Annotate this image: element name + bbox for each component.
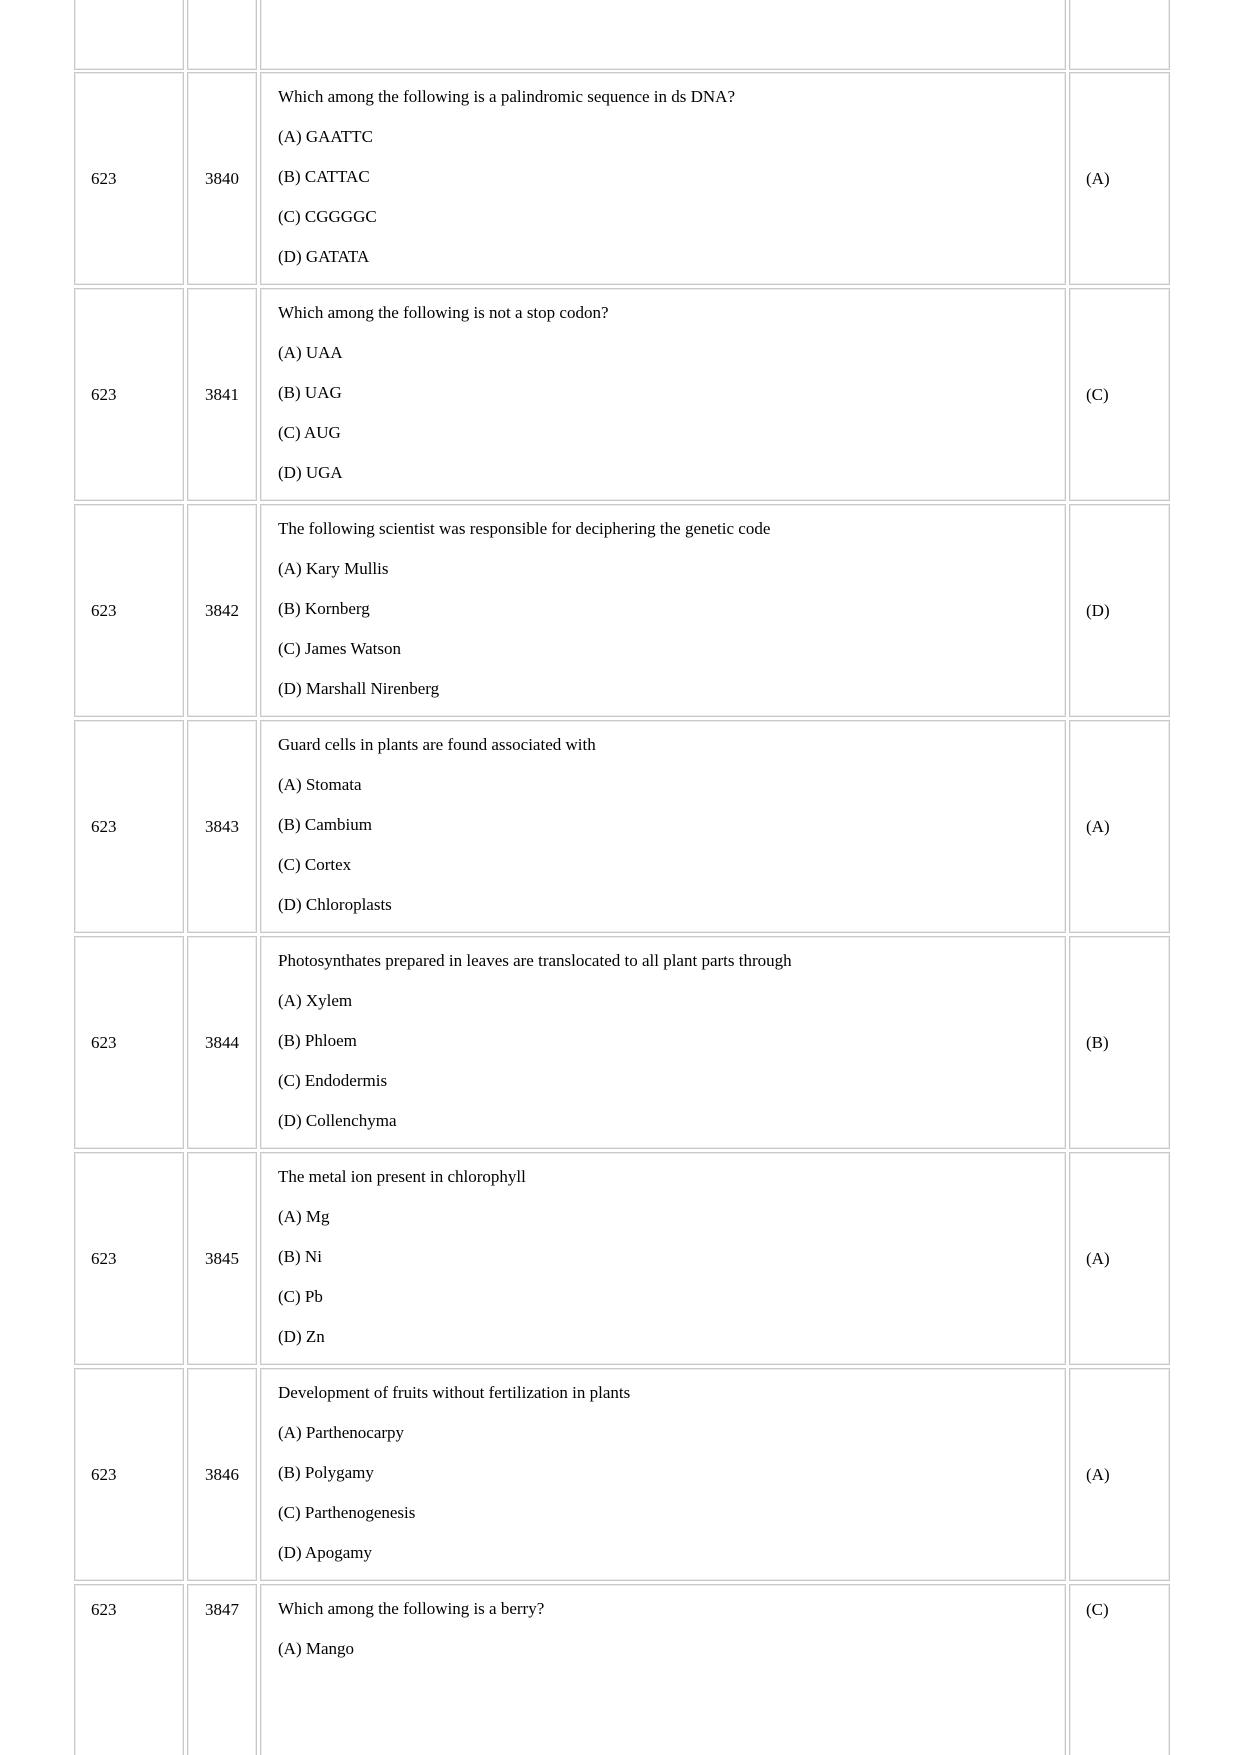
option-b: (B) Cambium bbox=[278, 815, 372, 834]
cell-empty bbox=[187, 0, 257, 70]
answer-key: (A) bbox=[1086, 816, 1110, 836]
question-text: The metal ion present in chlorophyll bbox=[278, 1167, 526, 1186]
question-cell bbox=[260, 1584, 1066, 1755]
question-text: The following scientist was responsible for deciphering the genetic code bbox=[278, 519, 771, 538]
answer-cell bbox=[1069, 504, 1170, 717]
option-a: (A) GAATTC bbox=[278, 127, 373, 146]
option-c: (C) Parthenogenesis bbox=[278, 1503, 416, 1522]
question-number-cell bbox=[187, 504, 257, 717]
question-text: Development of fruits without fertilization in plants bbox=[278, 1383, 631, 1402]
question-text: Which among the following is not a stop codon? bbox=[278, 303, 609, 322]
answer-key: (A) bbox=[1086, 1248, 1110, 1268]
option-b: (B) UAG bbox=[278, 383, 342, 402]
table-row bbox=[74, 72, 1170, 285]
question-cell bbox=[260, 1368, 1066, 1581]
question-text: Photosynthates prepared in leaves are translocated to all plant parts through bbox=[278, 951, 792, 970]
option-a: (A) Parthenocarpy bbox=[278, 1423, 405, 1442]
option-a: (A) Kary Mullis bbox=[278, 559, 389, 578]
table-row bbox=[74, 720, 1170, 933]
answer-key: (C) bbox=[1086, 384, 1109, 404]
option-b: (B) CATTAC bbox=[278, 167, 370, 186]
question-text: Guard cells in plants are found associated with bbox=[278, 735, 596, 754]
question-number-cell bbox=[187, 1368, 257, 1581]
question-number: 3843 bbox=[205, 816, 239, 836]
question-cell bbox=[260, 936, 1066, 1149]
paper-code-cell bbox=[74, 936, 184, 1149]
question-cell bbox=[260, 288, 1066, 501]
paper-code-cell bbox=[74, 1368, 184, 1581]
paper-code: 623 bbox=[91, 1248, 117, 1268]
table-row bbox=[74, 504, 1170, 717]
option-c: (C) CGGGGC bbox=[278, 207, 377, 226]
question-number-cell bbox=[187, 936, 257, 1149]
option-d: (D) Marshall Nirenberg bbox=[278, 679, 440, 698]
table-row bbox=[74, 288, 1170, 501]
question-number: 3847 bbox=[205, 1600, 239, 1619]
paper-code-cell bbox=[74, 720, 184, 933]
table-row bbox=[74, 1152, 1170, 1365]
option-a: (A) Xylem bbox=[278, 991, 353, 1010]
option-c: (C) AUG bbox=[278, 423, 341, 442]
option-c: (C) James Watson bbox=[278, 639, 401, 658]
cell-empty bbox=[1069, 0, 1170, 70]
answer-key: (D) bbox=[1086, 600, 1110, 620]
table-row-partial-top bbox=[74, 0, 1170, 70]
option-d: (D) GATATA bbox=[278, 247, 370, 266]
cell-empty bbox=[74, 0, 184, 70]
option-a: (A) Stomata bbox=[278, 775, 362, 794]
paper-code-cell bbox=[74, 288, 184, 501]
option-d: (D) UGA bbox=[278, 463, 343, 482]
table-row bbox=[74, 1368, 1170, 1581]
question-table bbox=[74, 0, 1170, 1755]
paper-code: 623 bbox=[91, 1464, 117, 1484]
paper-code: 623 bbox=[91, 600, 117, 620]
answer-key: (C) bbox=[1086, 1600, 1109, 1619]
answer-cell bbox=[1069, 1152, 1170, 1365]
option-b: (B) Ni bbox=[278, 1247, 322, 1266]
question-number-cell bbox=[187, 72, 257, 285]
question-number-cell bbox=[187, 1584, 257, 1755]
table-row bbox=[74, 936, 1170, 1149]
paper-code-cell bbox=[74, 504, 184, 717]
paper-code-cell bbox=[74, 1584, 184, 1755]
option-a: (A) Mg bbox=[278, 1207, 330, 1226]
question-number: 3846 bbox=[205, 1464, 239, 1484]
answer-key: (A) bbox=[1086, 1464, 1110, 1484]
question-text: Which among the following is a palindromic sequence in ds DNA? bbox=[278, 87, 735, 106]
answer-cell bbox=[1069, 288, 1170, 501]
option-d: (D) Zn bbox=[278, 1327, 325, 1346]
option-c: (C) Endodermis bbox=[278, 1071, 388, 1090]
question-number: 3845 bbox=[205, 1248, 239, 1268]
question-number: 3844 bbox=[205, 1032, 239, 1052]
paper-code-cell bbox=[74, 72, 184, 285]
question-text: Which among the following is a berry? bbox=[278, 1599, 545, 1618]
answer-cell bbox=[1069, 72, 1170, 285]
option-c: (C) Cortex bbox=[278, 855, 352, 874]
option-b: (B) Polygamy bbox=[278, 1463, 374, 1482]
table-row bbox=[74, 1584, 1170, 1755]
option-d: (D) Apogamy bbox=[278, 1543, 372, 1562]
paper-code: 623 bbox=[91, 384, 117, 404]
paper-code: 623 bbox=[91, 168, 117, 188]
option-d: (D) Collenchyma bbox=[278, 1111, 397, 1130]
paper-code: 623 bbox=[91, 1600, 117, 1619]
question-number-cell bbox=[187, 720, 257, 933]
question-cell bbox=[260, 72, 1066, 285]
option-a: (A) Mango bbox=[278, 1639, 355, 1658]
question-number-cell bbox=[187, 288, 257, 501]
question-cell bbox=[260, 1152, 1066, 1365]
answer-cell bbox=[1069, 1584, 1170, 1755]
question-number: 3842 bbox=[205, 600, 239, 620]
option-b: (B) Kornberg bbox=[278, 599, 370, 618]
cell-empty bbox=[260, 0, 1066, 70]
answer-cell bbox=[1069, 1368, 1170, 1581]
answer-cell bbox=[1069, 936, 1170, 1149]
question-number-cell bbox=[187, 1152, 257, 1365]
question-cell bbox=[260, 504, 1066, 717]
option-d: (D) Chloroplasts bbox=[278, 895, 392, 914]
question-number: 3840 bbox=[205, 168, 239, 188]
question-number: 3841 bbox=[205, 384, 239, 404]
option-c: (C) Pb bbox=[278, 1287, 323, 1306]
answer-key: (A) bbox=[1086, 168, 1110, 188]
option-a: (A) UAA bbox=[278, 343, 343, 362]
question-cell bbox=[260, 720, 1066, 933]
paper-code: 623 bbox=[91, 816, 117, 836]
paper-code-cell bbox=[74, 1152, 184, 1365]
answer-cell bbox=[1069, 720, 1170, 933]
option-b: (B) Phloem bbox=[278, 1031, 357, 1050]
paper-code: 623 bbox=[91, 1032, 117, 1052]
answer-key: (B) bbox=[1086, 1032, 1109, 1052]
